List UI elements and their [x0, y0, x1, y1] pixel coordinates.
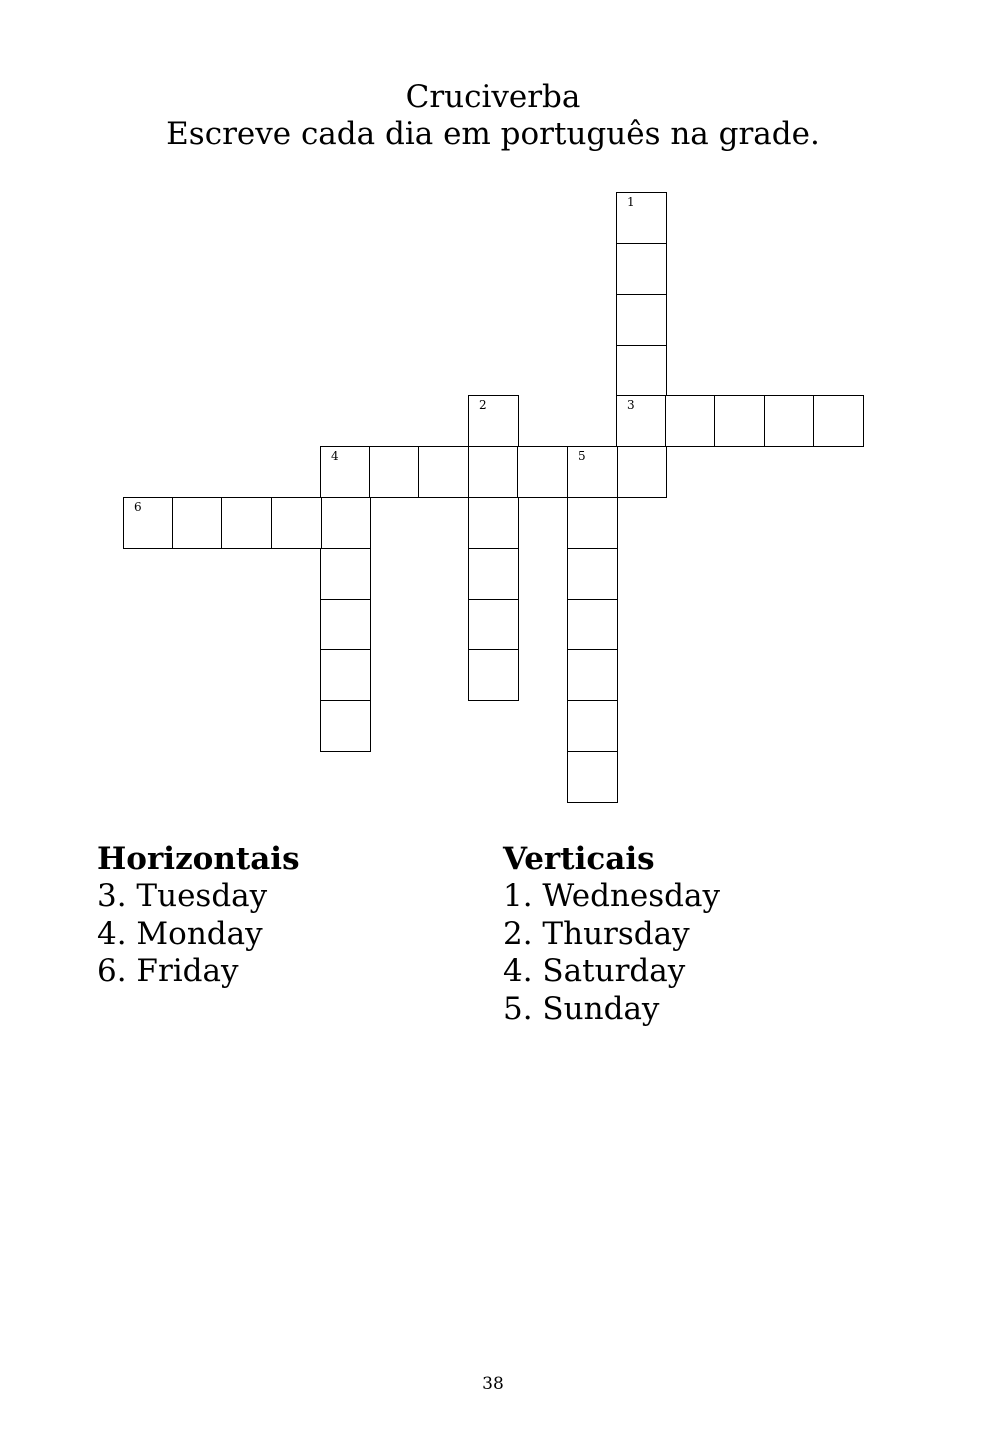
down-clue: 2. Thursday [503, 915, 690, 952]
crossword-cell[interactable] [172, 497, 223, 549]
crossword-cell[interactable] [616, 345, 667, 397]
crossword-cell[interactable] [320, 700, 371, 752]
crossword-cell[interactable] [468, 649, 519, 701]
page-number: 38 [482, 1374, 504, 1394]
crossword-cell[interactable] [567, 497, 618, 549]
crossword-cell[interactable] [616, 395, 667, 447]
crossword-cell[interactable] [468, 599, 519, 651]
down-clue: 1. Wednesday [503, 878, 721, 914]
clue-number: 4 [331, 449, 339, 463]
crossword-cell[interactable] [468, 497, 519, 549]
down-clue: 5. Sunday [503, 990, 660, 1027]
crossword-cell[interactable] [567, 599, 618, 651]
page-title: Cruciverba [405, 79, 581, 115]
crossword-cell[interactable] [616, 294, 667, 346]
crossword-cell[interactable] [221, 497, 272, 549]
crossword-cell[interactable] [271, 497, 322, 549]
instructions: Escreve cada dia em português na grade. [166, 116, 820, 152]
crossword-cell[interactable] [616, 192, 667, 244]
across-clue: 6. Friday [97, 953, 239, 989]
crossword-cell[interactable] [369, 446, 420, 498]
down-clue: 4. Saturday [503, 953, 686, 989]
crossword-cell[interactable] [616, 446, 667, 498]
crossword-cell[interactable] [320, 497, 371, 549]
crossword-cell[interactable] [468, 548, 519, 600]
down-clues [503, 840, 720, 1028]
crossword-cell[interactable] [320, 599, 371, 651]
crossword-cell[interactable] [616, 243, 667, 295]
clue-number: 3 [627, 398, 635, 412]
crossword-cell[interactable] [567, 700, 618, 752]
crossword-cell[interactable] [665, 395, 716, 447]
crossword-cell[interactable] [567, 446, 618, 498]
crossword-cell[interactable] [320, 548, 371, 600]
clue-number: 1 [627, 195, 635, 209]
crossword-cell[interactable] [813, 395, 864, 447]
crossword-cell[interactable] [320, 649, 371, 701]
down-heading: Verticais [503, 841, 655, 877]
crossword-cell[interactable] [123, 497, 174, 549]
across-clue: 4. Monday [97, 915, 263, 952]
clue-number: 2 [479, 398, 487, 412]
across-clue: 3. Tuesday [97, 878, 268, 914]
crossword-cell[interactable] [567, 548, 618, 600]
crossword-cell[interactable] [764, 395, 815, 447]
clue-number: 5 [578, 449, 586, 463]
crossword-cell[interactable] [418, 446, 469, 498]
crossword-cell[interactable] [468, 446, 519, 498]
across-clues [97, 840, 300, 991]
crossword-cell[interactable] [714, 395, 765, 447]
crossword-cell[interactable] [567, 649, 618, 701]
crossword-cell[interactable] [320, 446, 371, 498]
clue-number: 6 [134, 500, 142, 514]
crossword-cell[interactable] [567, 751, 618, 803]
crossword-cell[interactable] [468, 395, 519, 447]
across-heading: Horizontais [97, 841, 300, 877]
crossword-cell[interactable] [517, 446, 568, 498]
